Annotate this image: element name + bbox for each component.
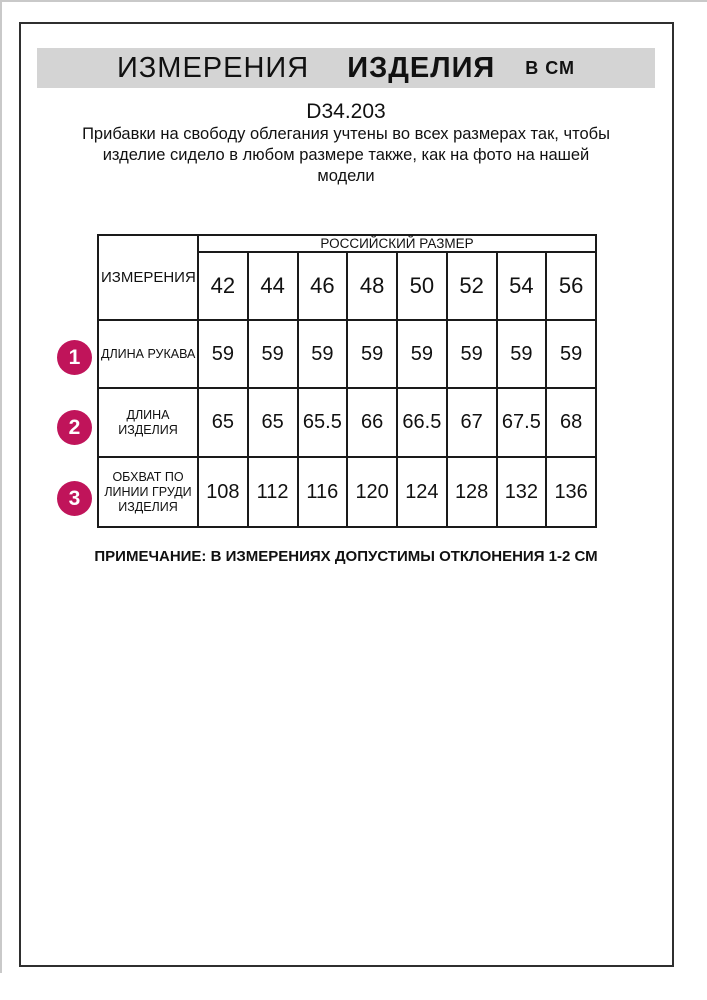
measurement-cell: 136 — [546, 457, 596, 527]
title-banner — [37, 48, 655, 88]
measurement-cell: 59 — [298, 320, 348, 388]
measurement-cell: 67.5 — [497, 388, 547, 457]
measurement-cell: 59 — [198, 320, 248, 388]
size-header-cell: 54 — [497, 252, 547, 320]
measurement-cell: 66.5 — [397, 388, 447, 457]
table-row-chest-girth — [98, 457, 596, 527]
size-header-cell: 56 — [546, 252, 596, 320]
measurement-cell: 59 — [447, 320, 497, 388]
measurement-cell: 59 — [347, 320, 397, 388]
measurement-cell: 116 — [298, 457, 348, 527]
measurement-cell: 59 — [497, 320, 547, 388]
measurement-cell: 124 — [397, 457, 447, 527]
table-corner-header: ИЗМЕРЕНИЯ — [98, 235, 198, 320]
fit-description-line: Прибавки на свободу облегания учтены во всех размерах так, чтобы — [82, 125, 610, 143]
page-title-emphasis: ИЗДЕЛИЯ — [347, 51, 496, 84]
row-number-badge-2: 2 — [57, 410, 92, 445]
fit-description-line: модели — [317, 167, 375, 185]
row-label: ДЛИНА РУКАВА — [98, 320, 198, 388]
size-header-cell: 42 — [198, 252, 248, 320]
row-label: ДЛИНА ИЗДЕЛИЯ — [98, 388, 198, 457]
scan-edge-left — [0, 0, 2, 973]
measurement-cell: 66 — [347, 388, 397, 457]
measurement-cell: 65 — [198, 388, 248, 457]
row-label: ОБХВАТ ПО ЛИНИИ ГРУДИ ИЗДЕЛИЯ — [98, 457, 198, 527]
measurement-cell: 112 — [248, 457, 298, 527]
measurement-cell: 120 — [347, 457, 397, 527]
measurement-cell: 65 — [248, 388, 298, 457]
tolerance-note: ПРИМЕЧАНИЕ: В ИЗМЕРЕНИЯХ ДОПУСТИМЫ ОТКЛОНЕНИЯ 1-2 СМ — [94, 548, 598, 565]
measurement-cell: 59 — [248, 320, 298, 388]
measurement-cell: 59 — [546, 320, 596, 388]
page-title: ИЗМЕРЕНИЯ — [116, 51, 310, 84]
fit-description-line: изделие сидело в любом размере также, как на фото на нашей — [102, 146, 590, 164]
size-header-cell: 44 — [248, 252, 298, 320]
measurement-cell: 59 — [397, 320, 447, 388]
unit-label: В СМ — [525, 57, 576, 78]
measurement-cell: 128 — [447, 457, 497, 527]
measurement-cell: 108 — [198, 457, 248, 527]
model-code: D34.203 — [306, 100, 386, 123]
row-number-badge-3: 3 — [57, 481, 92, 516]
table-group-header: РОССИЙСКИЙ РАЗМЕР — [198, 235, 596, 252]
size-header-cell: 52 — [447, 252, 497, 320]
measurement-cell: 65.5 — [298, 388, 348, 457]
table-row-garment-length — [98, 388, 596, 457]
size-header-cell: 50 — [397, 252, 447, 320]
measurement-cell: 67 — [447, 388, 497, 457]
size-header-cell: 48 — [347, 252, 397, 320]
measurement-cell: 132 — [497, 457, 547, 527]
size-header-cell: 46 — [298, 252, 348, 320]
measurement-cell: 68 — [546, 388, 596, 457]
fit-description — [74, 124, 618, 187]
table-row-sleeve-length — [98, 320, 596, 388]
scan-edge-top — [0, 0, 707, 2]
measurements-table — [97, 234, 597, 528]
row-number-badge-1: 1 — [57, 340, 92, 375]
